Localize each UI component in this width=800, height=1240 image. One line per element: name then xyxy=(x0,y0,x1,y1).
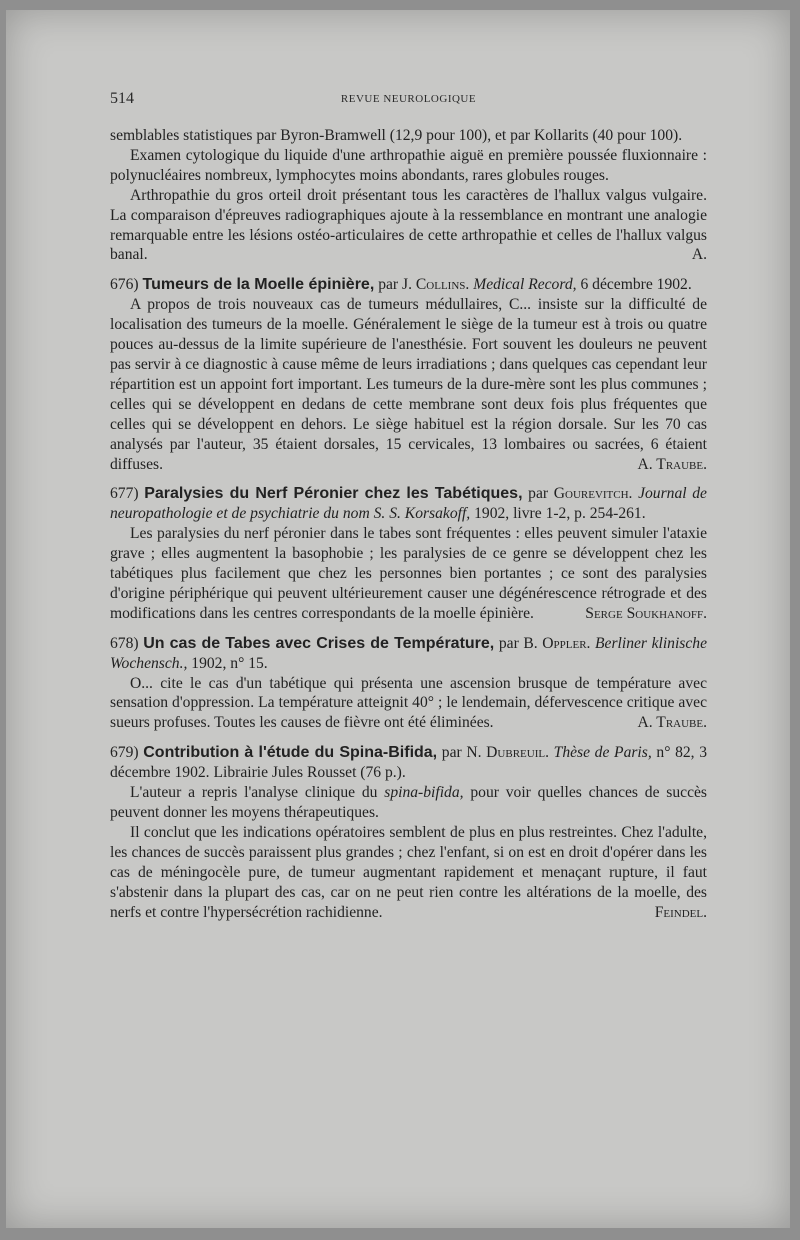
article-679-by: par N. xyxy=(441,744,482,762)
article-677-body-text: Les paralysies du nerf péronier dans le tabes sont fréquentes : elles peuvent simuler l'ataxie grave ; elles augmentent la basophobie ; les paralysies de ce genre se développent chez les tabétiques plus facilement que chez les personnes bien portantes ; ce sont des paralysies d'origine périphérique qui peuvent ultérieurement causer une dégénérescence rétrograde et des modifications dans les centres correspondants de la moelle épinière. xyxy=(110,525,707,622)
article-678-heading xyxy=(110,634,707,674)
article-679-signature: Feindel. xyxy=(654,903,707,921)
article-679-heading xyxy=(110,743,707,783)
article-676-author: Collins. xyxy=(415,276,470,294)
article-678-author: Oppler. xyxy=(542,634,591,652)
article-678-number: 678) xyxy=(110,634,139,652)
article-679-body-1 xyxy=(110,783,707,823)
running-title: REVUE NEUROLOGIQUE xyxy=(340,93,477,105)
article-679-author: Dubreuil. xyxy=(486,744,549,762)
article-679-term: spina-bifida, xyxy=(384,784,464,802)
article-679-title: Contribution à l'étude du Spina-Bifida, xyxy=(143,744,438,762)
article-677-heading xyxy=(110,484,707,524)
article-676-title: Tumeurs de la Moelle épinière, xyxy=(142,276,375,294)
article-677-body xyxy=(110,524,707,624)
article-679-journal: Thèse de Paris, xyxy=(553,744,652,762)
article-677-by: par xyxy=(528,485,549,503)
article-677-signature: Serge Soukhanoff. xyxy=(585,604,707,622)
article-677-journal: Journal de neuropathologie et de psychiatrie du nom S. S. Korsakoff, xyxy=(110,485,707,523)
article-678-journal: Berliner klinische Wochensch., xyxy=(110,634,708,672)
page-body xyxy=(110,126,707,922)
intro-signature: A. xyxy=(691,246,707,264)
article-677-date: 1902, livre 1-2, p. 254-261. xyxy=(474,505,646,523)
article-676-body xyxy=(110,295,707,474)
article-678-title: Un cas de Tabes avec Crises de Température, xyxy=(143,634,495,652)
article-677-author: Gourevitch. xyxy=(553,485,633,503)
article-679-body-1a: L'auteur a repris l'analyse clinique du xyxy=(130,784,378,802)
intro-paragraph-2: Examen cytologique du liquide d'une arthropathie aiguë en première poussée fluxionnaire : polynucléaires nombreux, lymphocytes moins abondants, rares globules rouges. xyxy=(110,146,707,184)
article-676-date: 6 décembre 1902. xyxy=(580,276,692,294)
article-676-body-text: A propos de trois nouveaux cas de tumeurs médullaires, C... insiste sur la difficulté de localisation des tumeurs de la moelle. Généralement le siège de la tumeur est à trois ou quatre pouces au-dessus de la limite supérieure de l'anesthésie. Fort souvent les douleurs ne peuvent pas servir à ce diagnostic à cause même de leurs irradiations ; dans quelques cas cependant leur répartition est un appoint fort important. Les tumeurs de la dure-mère sont les plus communes ; celles qui se développent en dedans de cette membrane sont deux fois plus fréquentes que celles qui se développent en dehors. Le siège habituel est la région dorsale. Sur les 70 cas analysés par l'auteur, 35 étaient dorsales, 15 cervicales, 13 lombaires ou sacrées, 6 étaient diffuses. xyxy=(110,296,707,473)
article-677-title: Paralysies du Nerf Péronier chez les Tabétiques, xyxy=(144,485,523,503)
article-678-body xyxy=(110,674,707,734)
intro-paragraph-3 xyxy=(110,186,707,266)
intro-paragraph-3-text: Arthropathie du gros orteil droit présentant tous les caractères de l'hallux valgus vulgaire. La comparaison d'épreuves radiographiques ajoute à la ressemblance en montrant une analogie remarquable entre les lésions ostéo-articulaires de cette arthropathie et celles de l'hallux valgus banal. xyxy=(110,186,707,264)
article-676-number: 676) xyxy=(110,276,139,294)
article-676-journal: Medical Record, xyxy=(473,276,577,294)
article-679-body-2-text: Il conclut que les indications opératoires semblent de plus en plus restreintes. Chez l'adulte, les chances de succès paraissent plus grandes ; chez l'enfant, si on est en droit d'opérer dans les cas de méningocèle pure, de tumeur augmentant rapidement et menaçant rupture, il faut s'abstenir dans la plupart des cas, car on ne peut rien contre les altérations de la moelle, des nerfs et contre l'hypersécrétion rachidienne. xyxy=(110,823,707,921)
article-679-date: n° 82, 3 décembre 1902. Librairie Jules Rousset (76 p.). xyxy=(110,744,708,782)
article-678-date: 1902, n° 15. xyxy=(191,654,268,672)
article-678-by: par B. xyxy=(498,634,538,652)
page-number: 514 xyxy=(110,90,134,107)
article-679-body-2 xyxy=(110,823,707,923)
article-678-signature: A. Traube. xyxy=(637,714,707,732)
article-679-body-1b: pour voir quelles chances de succès peuvent donner les moyens thérapeutiques. xyxy=(110,784,707,821)
article-679-number: 679) xyxy=(110,744,139,762)
article-678-body-text: O... cite le cas d'un tabétique qui présenta une ascension brusque de température avec sensation d'oppression. La température atteignit 40° ; le lendemain, défervescence critique avec sueurs profuses. Toutes les causes de fièvre ont été éliminées. xyxy=(110,674,707,732)
article-676-heading xyxy=(110,275,707,295)
article-676-signature: A. Traube. xyxy=(637,455,707,473)
article-676-by: par J. xyxy=(378,276,412,294)
intro-paragraph-1: semblables statistiques par Byron-Bramwell (12,9 pour 100), et par Kollarits (40 pour 100). xyxy=(110,127,683,144)
article-677-number: 677) xyxy=(110,485,139,503)
